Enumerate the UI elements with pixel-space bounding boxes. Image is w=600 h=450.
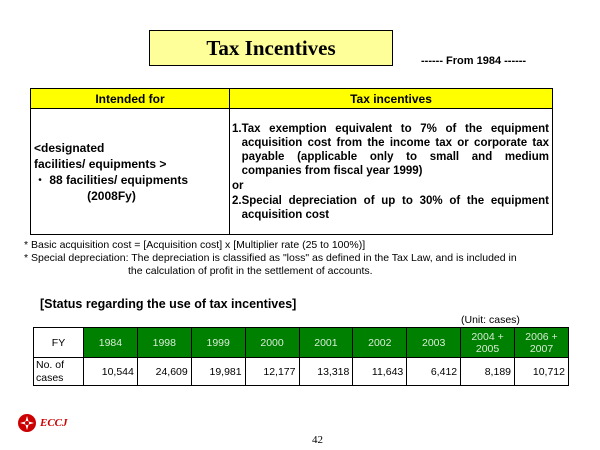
case-count-cell: 8,189 (461, 358, 515, 386)
case-count-cell: 11,643 (353, 358, 407, 386)
tax-incentives-table (30, 88, 553, 235)
page-title: Tax Incentives (206, 35, 336, 60)
year-cell: 1999 (191, 328, 245, 358)
intended-line-4: (2008Fy) (87, 188, 136, 203)
footnotes (24, 239, 517, 278)
incentive-item-1-number: 1. (232, 122, 242, 135)
case-count-cell: 6,412 (407, 358, 461, 386)
case-count-cell: 12,177 (245, 358, 299, 386)
year-cell: 2000 (245, 328, 299, 358)
intended-line-1: <designated (34, 140, 105, 155)
case-count-cell: 19,981 (191, 358, 245, 386)
footnote-basic-cost: * Basic acquisition cost = [Acquisition cost] x [Multiplier rate (25 to 100%)] (24, 239, 366, 251)
incentive-item-2-text: Special depreciation of up to 30% of the equipment acquisition cost (241, 194, 549, 221)
tax-incentives-cell (230, 109, 553, 235)
footnote-special-depreciation-cont: the calculation of profit in the settlement of accounts. (128, 265, 373, 277)
footnote-special-depreciation: * Special depreciation: The depreciation is classified as "loss" as defined in the Tax Law, and is included in (24, 252, 517, 264)
year-cell: 2003 (407, 328, 461, 358)
page-number: 42 (312, 434, 323, 446)
intended-line-2: facilities/ equipments > (34, 156, 167, 171)
fy-header: FY (34, 328, 84, 358)
status-section-title: [Status regarding the use of tax incentives] (40, 297, 297, 311)
year-cell: 2002 (353, 328, 407, 358)
incentive-or: or (232, 179, 244, 192)
intended-line-3: ・ 88 facilities/ equipments (34, 172, 189, 187)
unit-label: (Unit: cases) (461, 314, 520, 326)
case-count-cell: 10,544 (84, 358, 138, 386)
incentive-item-1-text: Tax exemption equivalent to 7% of the equipment acquisition cost from the income tax or corporate tax payable (applicable only to small and medium companies from fiscal year 1999) (241, 122, 549, 177)
cases-row-label: No. of cases (34, 358, 84, 386)
year-cell: 2006 + 2007 (515, 328, 569, 358)
from-note: ------ From 1984 ------ (421, 55, 527, 67)
eccj-emblem-icon (17, 413, 37, 433)
case-count-cell: 13,318 (299, 358, 353, 386)
header-intended-for: Intended for (31, 89, 230, 109)
incentive-item-2-number: 2. (232, 194, 242, 207)
year-cell: 1998 (137, 328, 191, 358)
case-count-cell: 10,712 (515, 358, 569, 386)
logo-text: ECCJ (40, 417, 68, 429)
year-cell: 1984 (84, 328, 138, 358)
incentive-item-1 (232, 122, 549, 178)
title-box (149, 30, 393, 66)
header-tax-incentives: Tax incentives (230, 89, 553, 109)
incentive-item-2 (232, 194, 549, 222)
status-table (33, 327, 569, 386)
case-count-cell: 24,609 (137, 358, 191, 386)
intended-for-cell (31, 109, 230, 235)
year-cell: 2004 + 2005 (461, 328, 515, 358)
eccj-logo (17, 413, 68, 433)
year-cell: 2001 (299, 328, 353, 358)
